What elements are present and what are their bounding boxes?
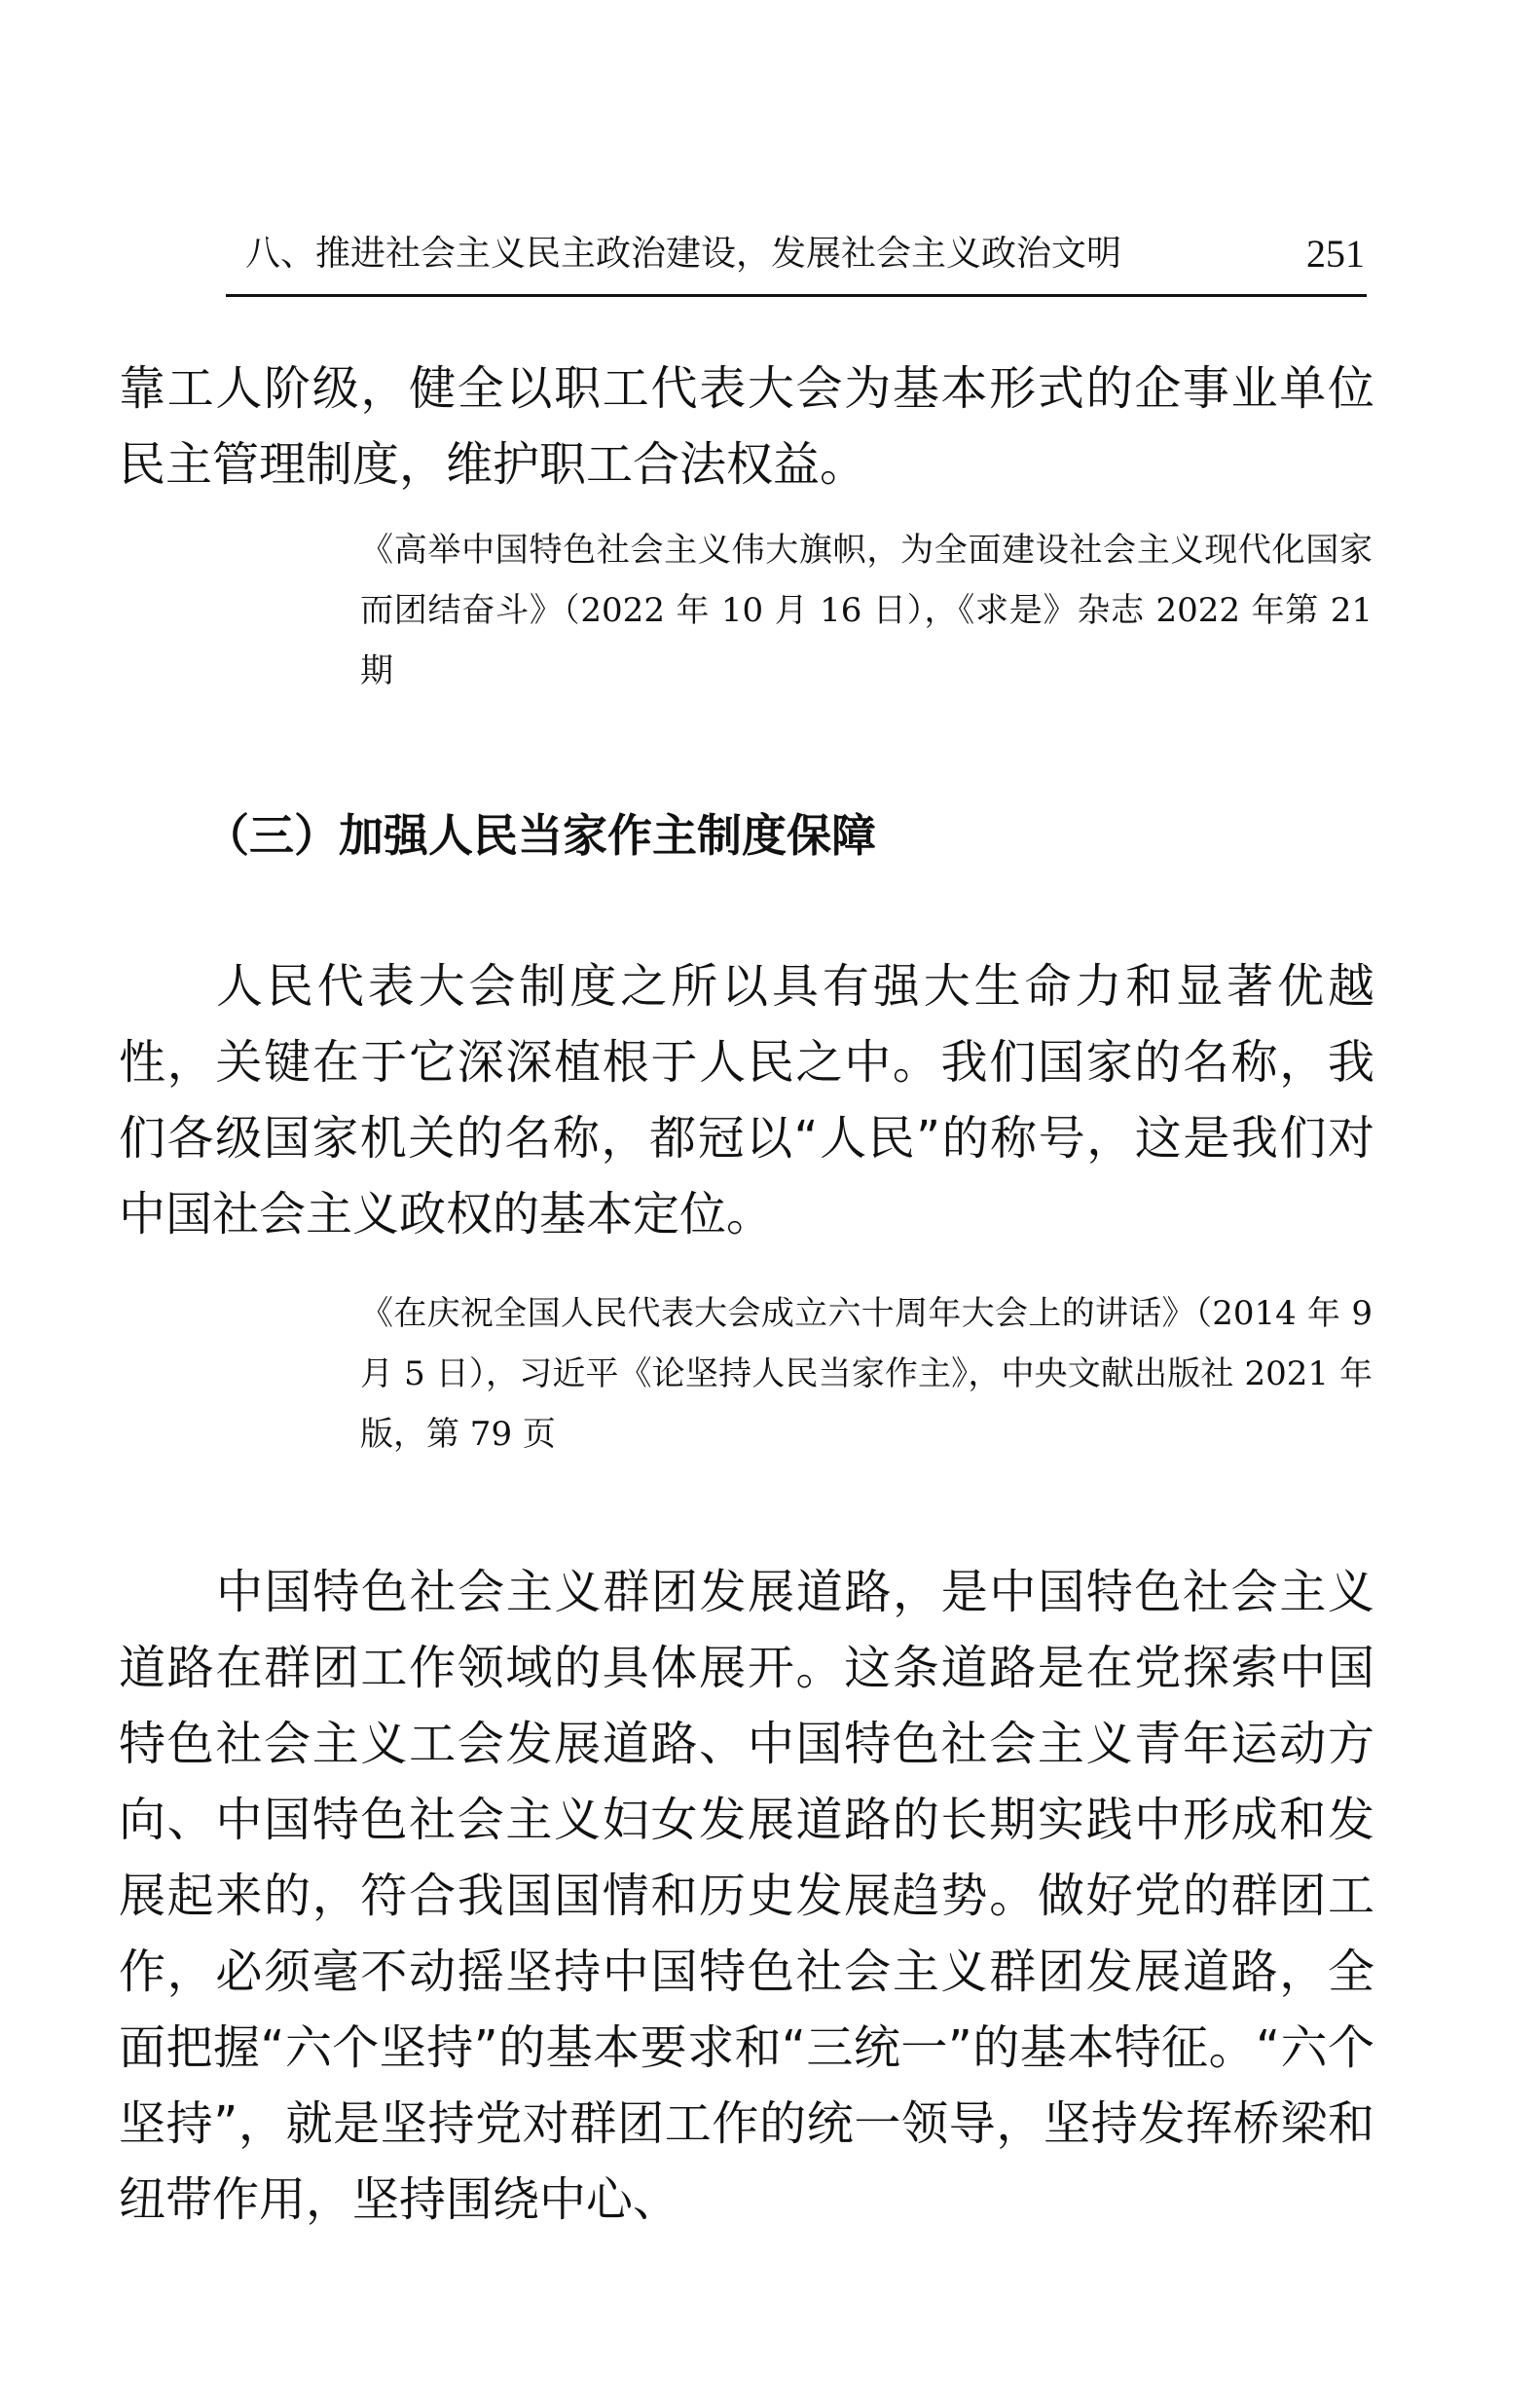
- source-citation-2: 《在庆祝全国人民代表大会成立六十周年大会上的讲话》（2014 年 9 月 5 日），习近平《论坚持人民当家作主》，中央文献出版社 2021 年版，第 79 页: [360, 1294, 1373, 1454]
- header-rule: [226, 294, 1367, 297]
- source-citation-1: 《高举中国特色社会主义伟大旗帜，为全面建设社会主义现代化国家而团结奋斗》（2022 年 10 月 16 日），《求是》杂志 2022 年第 21 期: [360, 531, 1373, 690]
- running-header: [226, 220, 1365, 288]
- section-heading: （三）加强人民当家作主制度保障: [204, 809, 876, 862]
- paragraph-3: 中国特色社会主义群团发展道路，是中国特色社会主义道路在群团工作领域的具体展开。这条道路是在党探索中国特色社会主义工会发展道路、中国特色社会主义青年运动方向、中国特色社会主义妇女发展道路的长期实践中形成和发展起来的，符合我国国情和历史发展趋势。做好党的群团工作，必须毫不动摇坚持中国特色社会主义群团发展道路，全面把握“六个坚持”的基本要求和“三统一”的基本特征。“六个坚持”，就是坚持党对群团工作的统一领导，坚持发挥桥梁和纽带作用，坚持围绕中心、: [119, 1565, 1374, 2227]
- chapter-title: 八、推进社会主义民主政治建设，发展社会主义政治文明: [245, 234, 1122, 274]
- page-number: 251: [1306, 232, 1365, 276]
- paragraph-1: 靠工人阶级，健全以职工代表大会为基本形式的企事业单位民主管理制度，维护职工合法权益。: [119, 361, 1374, 492]
- paragraph-2: 人民代表大会制度之所以具有强大生命力和显著优越性，关键在于它深深植根于人民之中。我们国家的名称，我们各级国家机关的名称，都冠以“人民”的称号，这是我们对中国社会主义政权的基本定位。: [119, 959, 1374, 1241]
